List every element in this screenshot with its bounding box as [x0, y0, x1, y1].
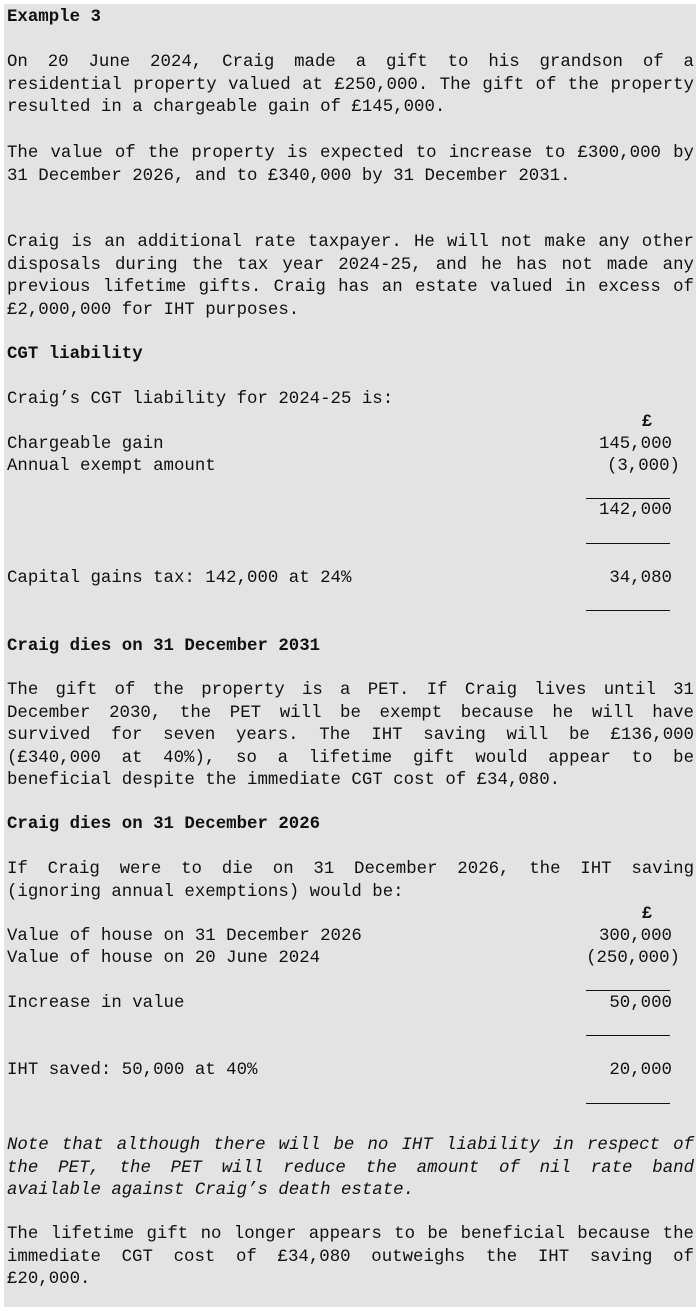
- iht-increase-row: [7, 993, 694, 1015]
- cgt-tax-row: [7, 568, 694, 590]
- iht-currency-header: £: [641, 905, 653, 924]
- iht-row: [7, 948, 694, 970]
- cgt-row-amount: (3,000): [606, 457, 680, 476]
- taxpayer-paragraph: Craig is an additional rate taxpayer. He will not make any other disposals during the tax year 2024-25, and he has not made any previous lifetime gifts. Craig has an estate valued in excess of £2,000,000 for IHT purposes.: [7, 233, 694, 320]
- iht-saved-label: IHT saved: 50,000 at 40%: [7, 1061, 258, 1080]
- section-2026-paragraph: If Craig were to die on 31 December 2026, the IHT saving (ignoring annual exemptions) would be:: [7, 860, 694, 902]
- cgt-intro: Craig’s CGT liability for 2024-25 is:: [7, 390, 394, 409]
- iht-saved-row: [7, 1060, 694, 1082]
- iht-row-label: Value of house on 31 December 2026: [7, 927, 362, 946]
- example-document: [4, 4, 696, 1307]
- property-value-paragraph: The value of the property is expected to increase to £300,000 by 31 December 2026, and to £340,000 by 31 December 2031.: [7, 144, 694, 186]
- cgt-tax-rule: [586, 610, 670, 611]
- cgt-total-rule: [586, 543, 670, 544]
- intro-paragraph: On 20 June 2024, Craig made a gift to his grandson of a residential property valued at £250,000. The gift of the property resulted in a chargeable gain of £145,000.: [7, 53, 694, 117]
- cgt-row: [7, 456, 694, 478]
- iht-saved-rule: [586, 1103, 670, 1104]
- iht-increase-amount: 50,000: [609, 994, 672, 1013]
- section-2031-paragraph: The gift of the property is a PET. If Craig lives until 31 December 2030, the PET will be exempt because he will have survived for seven years. The IHT saving will be £136,000 (£340,000 at 40%), so a lifetime gift would appear to be beneficial despite the immediate CGT cost of £34,080.: [7, 681, 694, 790]
- section-2031-heading: Craig dies on 31 December 2031: [7, 637, 321, 656]
- iht-row: [7, 926, 694, 948]
- cgt-subtotal-rule: [586, 498, 670, 499]
- note-paragraph: Note that although there will be no IHT liability in respect of the PET, the PET will reduce the amount of nil rate band available against Craig’s death estate.: [7, 1136, 694, 1200]
- conclusion-paragraph: The lifetime gift no longer appears to be beneficial because the immediate CGT cost of £34,080 outweighs the IHT saving of £20,000.: [7, 1225, 694, 1289]
- iht-increase-rule: [586, 990, 670, 991]
- iht-row-amount: (250,000): [586, 949, 680, 968]
- example-heading: Example 3: [7, 8, 101, 27]
- cgt-row-label: Chargeable gain: [7, 435, 164, 454]
- iht-row-label: Value of house on 20 June 2024: [7, 949, 321, 968]
- section-2026-heading: Craig dies on 31 December 2026: [7, 815, 321, 834]
- cgt-subtotal-row: [7, 500, 694, 522]
- cgt-tax-amount: 34,080: [609, 569, 672, 588]
- iht-increase-label: Increase in value: [7, 994, 185, 1013]
- iht-row-amount: 300,000: [598, 927, 672, 946]
- cgt-subtotal-amount: 142,000: [598, 501, 672, 520]
- cgt-row: [7, 434, 694, 456]
- iht-increase-total-rule: [586, 1035, 670, 1036]
- cgt-row-amount: 145,000: [598, 435, 672, 454]
- cgt-tax-label: Capital gains tax: 142,000 at 24%: [7, 569, 352, 588]
- cgt-currency-header: £: [641, 413, 653, 432]
- cgt-heading: CGT liability: [7, 345, 143, 364]
- cgt-row-label: Annual exempt amount: [7, 457, 216, 476]
- iht-saved-amount: 20,000: [609, 1061, 672, 1080]
